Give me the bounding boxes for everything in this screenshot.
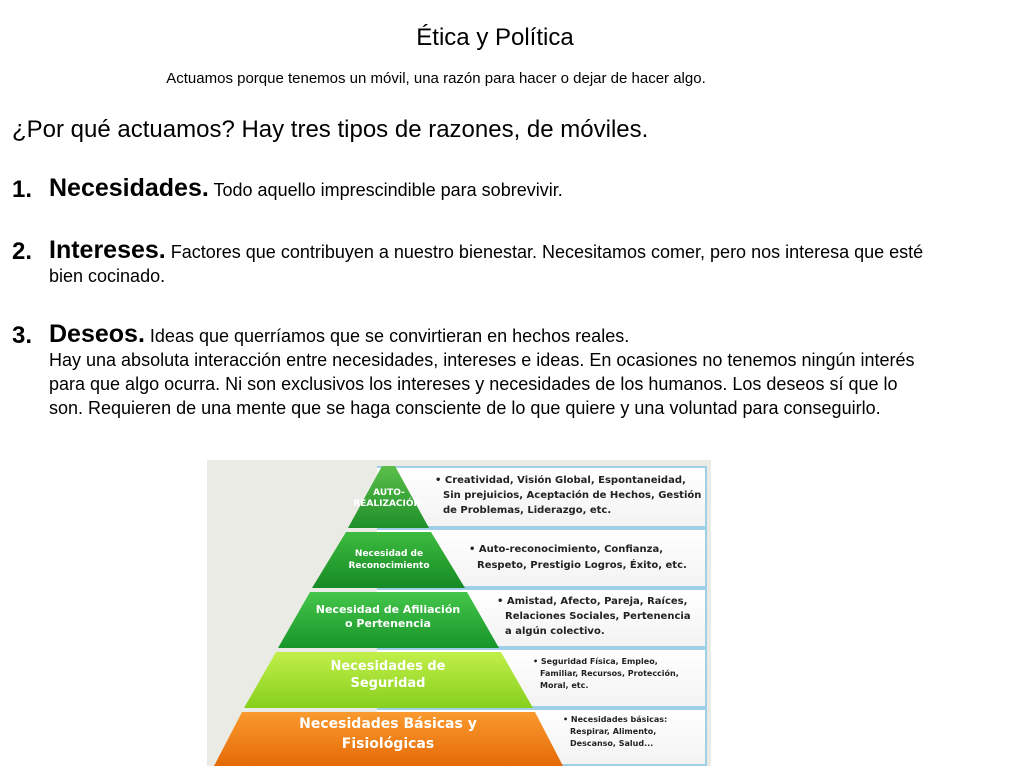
tier-desc-basicas: • Necesidades básicas: Respirar, Alimento, Descanso, Salud... [563, 715, 668, 748]
question-heading: ¿Por qué actuamos? Hay tres tipos de razones, de móviles. [12, 116, 649, 143]
item-heading: Necesidades [49, 174, 202, 202]
item-number: 2. [12, 238, 33, 265]
tier-label-afiliacion: Necesidad de Afiliación o Pertenencia [315, 603, 461, 630]
list-item-intereses: 2. Intereses. Factores que contribuyen a nuestro bienestar. Necesitamos comer, pero nos interesa que esté bien cocinado. [12, 238, 1014, 288]
item-number: 1. [12, 176, 33, 203]
item-text: Hay una absoluta interacción entre necesidades, intereses e ideas. En ocasiones no tenemos ningún interés [49, 350, 915, 370]
item-heading: Intereses [49, 236, 159, 264]
tier-desc-autorrealizacion: • Creatividad, Visión Global, Espontaneidad, Sin prejuicios, Aceptación de Hechos, Gestión de Problemas, Liderazgo, etc. [435, 475, 702, 516]
tier-desc-reconocimiento: • Auto-reconocimiento, Confianza, Respeto, Prestigio Logros, Éxito, etc. [469, 544, 687, 571]
slide-title: Ética y Política [416, 24, 574, 51]
tier-desc-afiliacion: • Amistad, Afecto, Pareja, Raíces, Relaciones Sociales, Pertenencia a algún colectivo. [497, 596, 691, 637]
list-item-deseos: 3. Deseos. Ideas que querríamos que se convirtieran en hechos reales. Hay una absoluta interacción entre necesidades, intereses e ideas. En ocasiones no tenemos ningún interés para que algo ocurra. Ni son exclusivos los intereses y necesidades de los humanos. Los deseos sí que lo son. Requieren de una mente que se haga consciente de lo que quiere y una voluntad para conseguirlo. [12, 322, 1014, 420]
tier-label-basicas: Necesidades Básicas y Fisiológicas [299, 716, 477, 752]
item-number: 3. [12, 322, 33, 349]
tier-desc-seguridad: • Seguridad Física, Empleo, Familiar, Recursos, Protección, Moral, etc. [533, 657, 679, 690]
tier-label-seguridad: Necesidades de Seguridad [330, 659, 446, 691]
tier-label-autorrealizacion: AUTO- REALIZACIÓN: [353, 488, 425, 509]
item-text: Todo aquello imprescindible para sobrevivir. [213, 180, 563, 200]
item-text: Ideas que querríamos que se convirtieran en hechos reales. [149, 326, 630, 346]
item-text: para que algo ocurra. Ni son exclusivos los intereses y necesidades de los humanos. Los deseos sí que lo [49, 374, 898, 394]
item-heading: Deseos [49, 320, 138, 348]
tier-label-reconocimiento: Necesidad de Reconocimiento [348, 549, 430, 571]
list-item-necesidades: 1. Necesidades. Todo aquello imprescindible para sobrevivir. [12, 174, 563, 203]
item-text: son. Requieren de una mente que se haga consciente de lo que quiere y una voluntad para conseguirlo. [49, 398, 881, 418]
slide-subtitle: Actuamos porque tenemos un móvil, una razón para hacer o dejar de hacer algo. [166, 70, 706, 87]
item-text: Factores que contribuyen a nuestro bienestar. Necesitamos comer, pero nos interesa que esté [170, 242, 924, 262]
item-text: bien cocinado. [49, 266, 166, 286]
maslow-pyramid-figure [207, 460, 711, 766]
